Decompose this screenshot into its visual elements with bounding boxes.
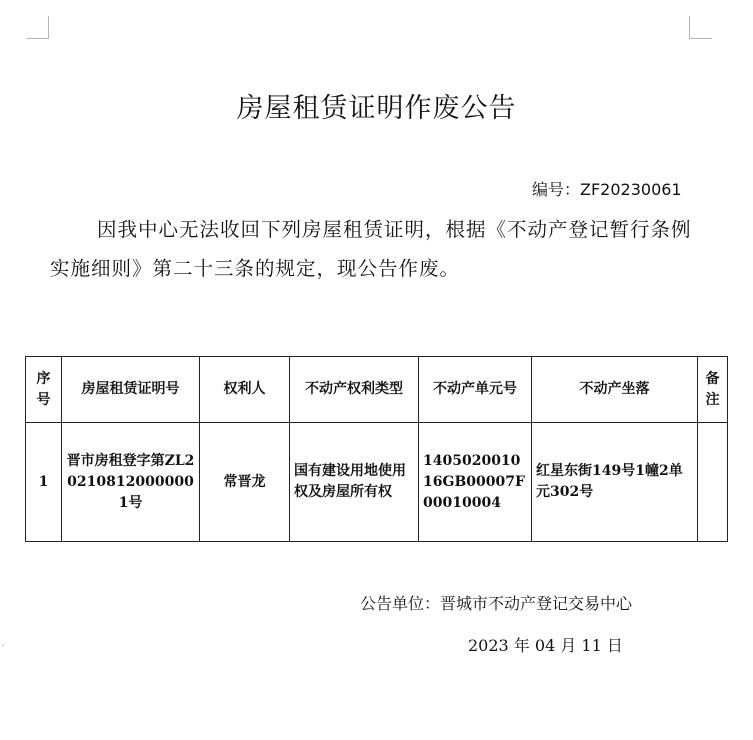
corner-mark-top-right — [689, 16, 712, 39]
header-holder: 权利人 — [200, 357, 290, 423]
header-index: 序号 — [26, 357, 62, 423]
cell-location: 红星东街149号1幢2单元302号 — [532, 423, 698, 542]
cell-remark — [698, 423, 728, 542]
margin-mark: ⸴ — [2, 640, 5, 650]
document-title: 房屋租赁证明作废公告 — [236, 93, 517, 124]
issue-date: 2023 年 04 月 11 日 — [468, 636, 623, 655]
certificate-table — [25, 356, 728, 542]
cell-right-type: 国有建设用地使用权及房屋所有权 — [290, 423, 419, 542]
header-unit-no: 不动产单元号 — [419, 357, 532, 423]
cell-unit-no: 140502001016GB00007F00010004 — [419, 423, 532, 542]
cell-certificate: 晋市房租登字第ZL202108120000001号 — [62, 423, 200, 542]
header-right-type: 不动产权利类型 — [290, 357, 419, 423]
cell-holder: 常晋龙 — [200, 423, 290, 542]
document-number: 编号：ZF20230061 — [532, 180, 682, 199]
corner-mark-top-left — [26, 16, 49, 39]
cell-index: 1 — [26, 423, 62, 542]
table-row — [26, 423, 728, 542]
issuing-unit: 公告单位：晋城市不动产登记交易中心 — [360, 594, 633, 613]
header-location: 不动产坐落 — [532, 357, 698, 423]
header-remark: 备注 — [698, 357, 728, 423]
table-header-row — [26, 357, 728, 423]
header-certificate: 房屋租赁证明号 — [62, 357, 200, 423]
announcement-paragraph: 因我中心无法收回下列房屋租赁证明，根据《不动产登记暂行条例实施细则》第二十三条的规定，现公告作废。 — [50, 218, 692, 280]
